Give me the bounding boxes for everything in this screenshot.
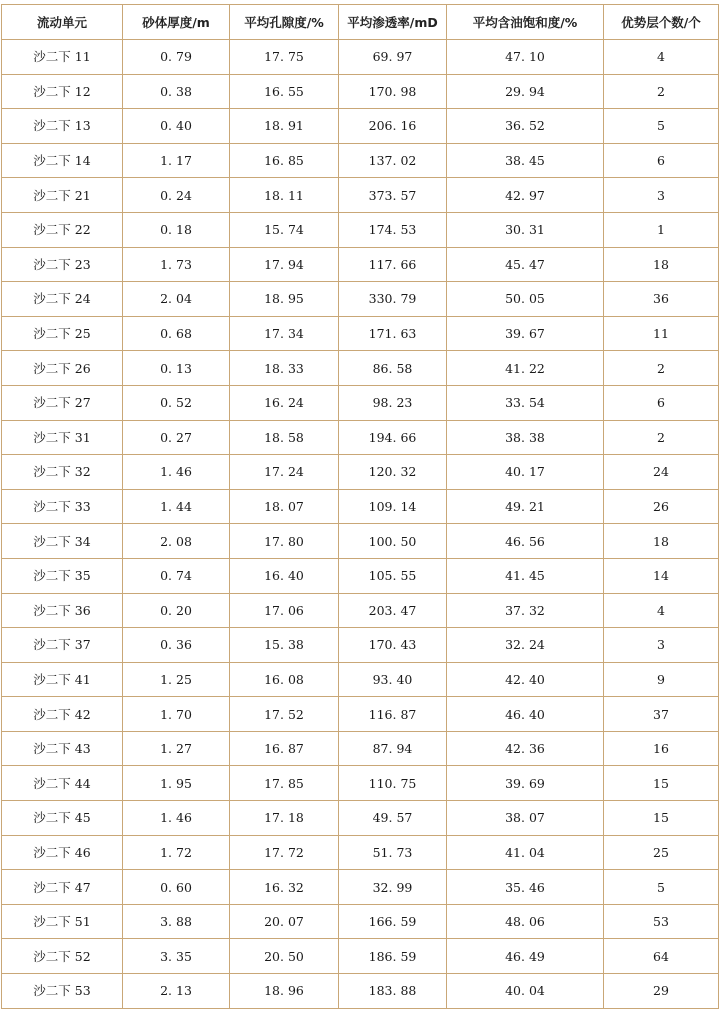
sand-thickness-cell: 0. 79 bbox=[123, 40, 230, 75]
sand-thickness-cell: 0. 24 bbox=[123, 178, 230, 213]
layer-count-cell: 15 bbox=[604, 766, 719, 801]
permeability-cell: 170. 43 bbox=[339, 628, 447, 663]
sand-thickness-cell: 0. 18 bbox=[123, 212, 230, 247]
porosity-cell: 18. 91 bbox=[230, 109, 339, 144]
porosity-cell: 16. 85 bbox=[230, 143, 339, 178]
permeability-cell: 87. 94 bbox=[339, 731, 447, 766]
layer-count-cell: 4 bbox=[604, 40, 719, 75]
flow-unit-cell: 沙二下 26 bbox=[2, 351, 123, 386]
layer-count-cell: 36 bbox=[604, 282, 719, 317]
layer-count-cell: 3 bbox=[604, 628, 719, 663]
sand-thickness-cell: 0. 20 bbox=[123, 593, 230, 628]
flow-unit-cell: 沙二下 47 bbox=[2, 870, 123, 905]
table-header-row bbox=[2, 5, 719, 40]
oil-saturation-cell: 35. 46 bbox=[447, 870, 604, 905]
table-row bbox=[2, 662, 719, 697]
table-row bbox=[2, 974, 719, 1009]
flow-unit-cell: 沙二下 32 bbox=[2, 455, 123, 490]
permeability-cell: 49. 57 bbox=[339, 801, 447, 836]
flow-unit-cell: 沙二下 14 bbox=[2, 143, 123, 178]
sand-thickness-cell: 2. 04 bbox=[123, 282, 230, 317]
table-row bbox=[2, 904, 719, 939]
flow-unit-cell: 沙二下 42 bbox=[2, 697, 123, 732]
permeability-cell: 116. 87 bbox=[339, 697, 447, 732]
table-row bbox=[2, 870, 719, 905]
porosity-cell: 18. 33 bbox=[230, 351, 339, 386]
layer-count-cell: 6 bbox=[604, 143, 719, 178]
flow-unit-cell: 沙二下 24 bbox=[2, 282, 123, 317]
oil-saturation-cell: 37. 32 bbox=[447, 593, 604, 628]
layer-count-cell: 18 bbox=[604, 247, 719, 282]
permeability-cell: 100. 50 bbox=[339, 524, 447, 559]
table-row bbox=[2, 420, 719, 455]
header-flow-unit: 流动单元 bbox=[2, 5, 123, 40]
flow-unit-cell: 沙二下 34 bbox=[2, 524, 123, 559]
sand-thickness-cell: 0. 27 bbox=[123, 420, 230, 455]
layer-count-cell: 53 bbox=[604, 904, 719, 939]
oil-saturation-cell: 38. 45 bbox=[447, 143, 604, 178]
porosity-cell: 15. 74 bbox=[230, 212, 339, 247]
permeability-cell: 170. 98 bbox=[339, 74, 447, 109]
sand-thickness-cell: 2. 08 bbox=[123, 524, 230, 559]
porosity-cell: 18. 11 bbox=[230, 178, 339, 213]
flow-unit-cell: 沙二下 36 bbox=[2, 593, 123, 628]
porosity-cell: 17. 80 bbox=[230, 524, 339, 559]
oil-saturation-cell: 42. 97 bbox=[447, 178, 604, 213]
table-row bbox=[2, 558, 719, 593]
flow-unit-cell: 沙二下 27 bbox=[2, 385, 123, 420]
header-avg-porosity: 平均孔隙度/% bbox=[230, 5, 339, 40]
oil-saturation-cell: 38. 07 bbox=[447, 801, 604, 836]
layer-count-cell: 1 bbox=[604, 212, 719, 247]
oil-saturation-cell: 46. 56 bbox=[447, 524, 604, 559]
layer-count-cell: 25 bbox=[604, 835, 719, 870]
oil-saturation-cell: 39. 67 bbox=[447, 316, 604, 351]
oil-saturation-cell: 41. 22 bbox=[447, 351, 604, 386]
sand-thickness-cell: 1. 72 bbox=[123, 835, 230, 870]
table-row bbox=[2, 628, 719, 663]
porosity-cell: 18. 96 bbox=[230, 974, 339, 1009]
porosity-cell: 17. 52 bbox=[230, 697, 339, 732]
table-row bbox=[2, 316, 719, 351]
flow-unit-cell: 沙二下 22 bbox=[2, 212, 123, 247]
layer-count-cell: 15 bbox=[604, 801, 719, 836]
layer-count-cell: 18 bbox=[604, 524, 719, 559]
layer-count-cell: 64 bbox=[604, 939, 719, 974]
oil-saturation-cell: 42. 36 bbox=[447, 731, 604, 766]
permeability-cell: 117. 66 bbox=[339, 247, 447, 282]
flow-unit-cell: 沙二下 11 bbox=[2, 40, 123, 75]
flow-unit-cell: 沙二下 51 bbox=[2, 904, 123, 939]
layer-count-cell: 3 bbox=[604, 178, 719, 213]
header-dominant-layer-count: 优势层个数/个 bbox=[604, 5, 719, 40]
porosity-cell: 17. 18 bbox=[230, 801, 339, 836]
sand-thickness-cell: 0. 36 bbox=[123, 628, 230, 663]
layer-count-cell: 5 bbox=[604, 109, 719, 144]
layer-count-cell: 4 bbox=[604, 593, 719, 628]
porosity-cell: 17. 72 bbox=[230, 835, 339, 870]
permeability-cell: 203. 47 bbox=[339, 593, 447, 628]
layer-count-cell: 24 bbox=[604, 455, 719, 490]
porosity-cell: 17. 06 bbox=[230, 593, 339, 628]
flow-unit-cell: 沙二下 12 bbox=[2, 74, 123, 109]
porosity-cell: 17. 24 bbox=[230, 455, 339, 490]
permeability-cell: 137. 02 bbox=[339, 143, 447, 178]
porosity-cell: 18. 58 bbox=[230, 420, 339, 455]
sand-thickness-cell: 0. 40 bbox=[123, 109, 230, 144]
oil-saturation-cell: 46. 49 bbox=[447, 939, 604, 974]
oil-saturation-cell: 48. 06 bbox=[447, 904, 604, 939]
permeability-cell: 183. 88 bbox=[339, 974, 447, 1009]
table-row bbox=[2, 455, 719, 490]
porosity-cell: 18. 07 bbox=[230, 489, 339, 524]
flow-unit-table bbox=[1, 4, 719, 1009]
flow-unit-cell: 沙二下 33 bbox=[2, 489, 123, 524]
oil-saturation-cell: 38. 38 bbox=[447, 420, 604, 455]
layer-count-cell: 11 bbox=[604, 316, 719, 351]
oil-saturation-cell: 29. 94 bbox=[447, 74, 604, 109]
flow-unit-cell: 沙二下 46 bbox=[2, 835, 123, 870]
layer-count-cell: 16 bbox=[604, 731, 719, 766]
porosity-cell: 16. 55 bbox=[230, 74, 339, 109]
porosity-cell: 16. 32 bbox=[230, 870, 339, 905]
oil-saturation-cell: 50. 05 bbox=[447, 282, 604, 317]
oil-saturation-cell: 47. 10 bbox=[447, 40, 604, 75]
layer-count-cell: 37 bbox=[604, 697, 719, 732]
flow-unit-cell: 沙二下 31 bbox=[2, 420, 123, 455]
table-row bbox=[2, 697, 719, 732]
header-sand-thickness: 砂体厚度/m bbox=[123, 5, 230, 40]
permeability-cell: 110. 75 bbox=[339, 766, 447, 801]
table-row bbox=[2, 282, 719, 317]
layer-count-cell: 2 bbox=[604, 351, 719, 386]
table-row bbox=[2, 40, 719, 75]
oil-saturation-cell: 46. 40 bbox=[447, 697, 604, 732]
porosity-cell: 17. 94 bbox=[230, 247, 339, 282]
oil-saturation-cell: 36. 52 bbox=[447, 109, 604, 144]
sand-thickness-cell: 0. 52 bbox=[123, 385, 230, 420]
flow-unit-cell: 沙二下 13 bbox=[2, 109, 123, 144]
permeability-cell: 69. 97 bbox=[339, 40, 447, 75]
permeability-cell: 105. 55 bbox=[339, 558, 447, 593]
layer-count-cell: 9 bbox=[604, 662, 719, 697]
layer-count-cell: 6 bbox=[604, 385, 719, 420]
layer-count-cell: 29 bbox=[604, 974, 719, 1009]
porosity-cell: 20. 50 bbox=[230, 939, 339, 974]
flow-unit-cell: 沙二下 43 bbox=[2, 731, 123, 766]
permeability-cell: 109. 14 bbox=[339, 489, 447, 524]
table-row bbox=[2, 351, 719, 386]
sand-thickness-cell: 1. 44 bbox=[123, 489, 230, 524]
oil-saturation-cell: 41. 45 bbox=[447, 558, 604, 593]
header-avg-oil-saturation: 平均含油饱和度/% bbox=[447, 5, 604, 40]
flow-unit-cell: 沙二下 35 bbox=[2, 558, 123, 593]
sand-thickness-cell: 1. 27 bbox=[123, 731, 230, 766]
porosity-cell: 17. 75 bbox=[230, 40, 339, 75]
table-row bbox=[2, 74, 719, 109]
permeability-cell: 171. 63 bbox=[339, 316, 447, 351]
flow-unit-cell: 沙二下 25 bbox=[2, 316, 123, 351]
oil-saturation-cell: 49. 21 bbox=[447, 489, 604, 524]
permeability-cell: 93. 40 bbox=[339, 662, 447, 697]
oil-saturation-cell: 40. 17 bbox=[447, 455, 604, 490]
flow-unit-cell: 沙二下 52 bbox=[2, 939, 123, 974]
table-row bbox=[2, 939, 719, 974]
table-row bbox=[2, 109, 719, 144]
porosity-cell: 16. 08 bbox=[230, 662, 339, 697]
porosity-cell: 18. 95 bbox=[230, 282, 339, 317]
layer-count-cell: 26 bbox=[604, 489, 719, 524]
oil-saturation-cell: 42. 40 bbox=[447, 662, 604, 697]
flow-unit-cell: 沙二下 45 bbox=[2, 801, 123, 836]
sand-thickness-cell: 1. 70 bbox=[123, 697, 230, 732]
sand-thickness-cell: 1. 46 bbox=[123, 455, 230, 490]
table-row bbox=[2, 178, 719, 213]
sand-thickness-cell: 1. 73 bbox=[123, 247, 230, 282]
porosity-cell: 16. 24 bbox=[230, 385, 339, 420]
layer-count-cell: 5 bbox=[604, 870, 719, 905]
oil-saturation-cell: 32. 24 bbox=[447, 628, 604, 663]
oil-saturation-cell: 40. 04 bbox=[447, 974, 604, 1009]
porosity-cell: 16. 87 bbox=[230, 731, 339, 766]
table-row bbox=[2, 143, 719, 178]
porosity-cell: 16. 40 bbox=[230, 558, 339, 593]
flow-unit-cell: 沙二下 41 bbox=[2, 662, 123, 697]
sand-thickness-cell: 0. 68 bbox=[123, 316, 230, 351]
flow-unit-cell: 沙二下 53 bbox=[2, 974, 123, 1009]
table-row bbox=[2, 731, 719, 766]
sand-thickness-cell: 1. 46 bbox=[123, 801, 230, 836]
table-row bbox=[2, 593, 719, 628]
porosity-cell: 17. 34 bbox=[230, 316, 339, 351]
porosity-cell: 17. 85 bbox=[230, 766, 339, 801]
flow-unit-cell: 沙二下 21 bbox=[2, 178, 123, 213]
flow-unit-cell: 沙二下 23 bbox=[2, 247, 123, 282]
table-row bbox=[2, 835, 719, 870]
sand-thickness-cell: 1. 25 bbox=[123, 662, 230, 697]
sand-thickness-cell: 0. 74 bbox=[123, 558, 230, 593]
oil-saturation-cell: 30. 31 bbox=[447, 212, 604, 247]
permeability-cell: 86. 58 bbox=[339, 351, 447, 386]
permeability-cell: 206. 16 bbox=[339, 109, 447, 144]
permeability-cell: 194. 66 bbox=[339, 420, 447, 455]
permeability-cell: 174. 53 bbox=[339, 212, 447, 247]
layer-count-cell: 2 bbox=[604, 74, 719, 109]
layer-count-cell: 14 bbox=[604, 558, 719, 593]
table-row bbox=[2, 212, 719, 247]
table-row bbox=[2, 524, 719, 559]
sand-thickness-cell: 0. 13 bbox=[123, 351, 230, 386]
table-row bbox=[2, 489, 719, 524]
sand-thickness-cell: 1. 95 bbox=[123, 766, 230, 801]
sand-thickness-cell: 0. 60 bbox=[123, 870, 230, 905]
flow-unit-cell: 沙二下 44 bbox=[2, 766, 123, 801]
permeability-cell: 186. 59 bbox=[339, 939, 447, 974]
oil-saturation-cell: 41. 04 bbox=[447, 835, 604, 870]
permeability-cell: 166. 59 bbox=[339, 904, 447, 939]
oil-saturation-cell: 33. 54 bbox=[447, 385, 604, 420]
permeability-cell: 32. 99 bbox=[339, 870, 447, 905]
table-row bbox=[2, 385, 719, 420]
sand-thickness-cell: 3. 88 bbox=[123, 904, 230, 939]
permeability-cell: 98. 23 bbox=[339, 385, 447, 420]
table-body bbox=[2, 40, 719, 1009]
sand-thickness-cell: 3. 35 bbox=[123, 939, 230, 974]
permeability-cell: 373. 57 bbox=[339, 178, 447, 213]
porosity-cell: 15. 38 bbox=[230, 628, 339, 663]
permeability-cell: 330. 79 bbox=[339, 282, 447, 317]
oil-saturation-cell: 39. 69 bbox=[447, 766, 604, 801]
sand-thickness-cell: 2. 13 bbox=[123, 974, 230, 1009]
oil-saturation-cell: 45. 47 bbox=[447, 247, 604, 282]
permeability-cell: 51. 73 bbox=[339, 835, 447, 870]
permeability-cell: 120. 32 bbox=[339, 455, 447, 490]
layer-count-cell: 2 bbox=[604, 420, 719, 455]
sand-thickness-cell: 1. 17 bbox=[123, 143, 230, 178]
table-row bbox=[2, 801, 719, 836]
table-row bbox=[2, 766, 719, 801]
sand-thickness-cell: 0. 38 bbox=[123, 74, 230, 109]
porosity-cell: 20. 07 bbox=[230, 904, 339, 939]
flow-unit-cell: 沙二下 37 bbox=[2, 628, 123, 663]
table-row bbox=[2, 247, 719, 282]
header-avg-permeability: 平均渗透率/mD bbox=[339, 5, 447, 40]
